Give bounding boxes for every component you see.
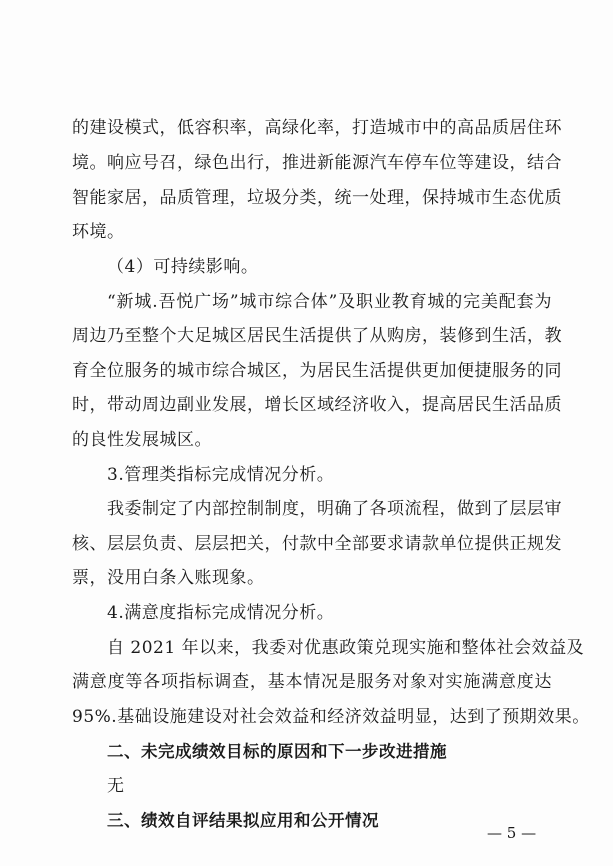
body-line: 票，没用白条入账现象。 bbox=[72, 568, 265, 588]
heading-section-3: 三、绩效自评结果拟应用和公开情况 bbox=[107, 811, 379, 830]
body-line: 我委制定了内部控制制度，明确了各项流程，做到了层层审 bbox=[107, 499, 562, 519]
section-title: 4.满意度指标完成情况分析。 bbox=[107, 603, 335, 623]
page-number: — 5 — bbox=[487, 824, 537, 842]
body-line: “新城.吾悦广场”城市综合体”及职业教育城的完美配套为 bbox=[107, 292, 552, 312]
body-line: 环境。 bbox=[72, 222, 125, 242]
body-line: 满意度等各项指标调查，基本情况是服务对象对实施满意度达 bbox=[72, 672, 552, 692]
body-line: 周边乃至整个大足城区居民生活提供了从购房，装修到生活，教 bbox=[72, 326, 562, 346]
body-line: 时，带动周边副业发展，增长区域经济收入，提高居民生活品质 bbox=[72, 395, 562, 415]
body-line: 无 bbox=[107, 776, 125, 796]
heading-section-2: 二、未完成绩效目标的原因和下一步改进措施 bbox=[107, 742, 447, 761]
subsection-title: （4）可持续影响。 bbox=[107, 257, 259, 277]
body-line: 95%.基础设施建设对社会效益和经济效益明显，达到了预期效果。 bbox=[72, 707, 590, 727]
body-line: 的建设模式，低容积率，高绿化率，打造城市中的高品质居住环 bbox=[72, 118, 562, 138]
section-title: 3.管理类指标完成情况分析。 bbox=[107, 465, 335, 485]
body-line: 智能家居，品质管理，垃圾分类，统一处理，保持城市生态优质 bbox=[72, 188, 562, 208]
body-line: 育全位服务的城市综合城区，为居民生活提供更加便捷服务的同 bbox=[72, 361, 562, 381]
body-line: 的良性发展城区。 bbox=[72, 430, 212, 450]
body-line: 自 2021 年以来，我委对优惠政策兑现实施和整体社会效益及 bbox=[107, 638, 585, 658]
body-line: 境。响应号召，绿色出行，推进新能源汽车停车位等建设，结合 bbox=[72, 153, 562, 173]
body-line: 核、层层负责、层层把关，付款中全部要求请款单位提供正规发 bbox=[72, 534, 562, 554]
